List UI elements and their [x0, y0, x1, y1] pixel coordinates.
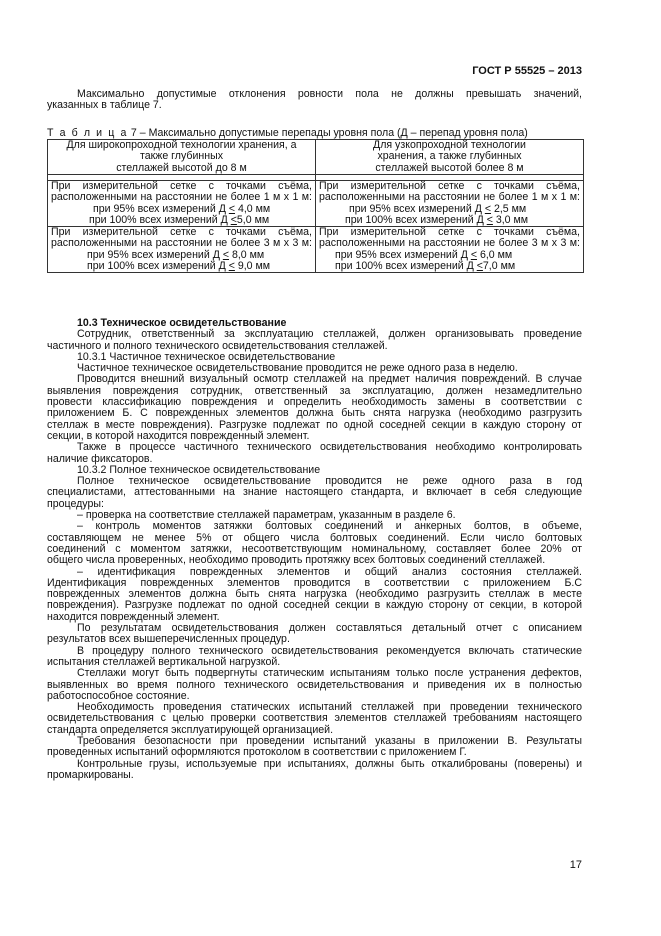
text-line: частичного и полного технического освидетельствования стеллажей.: [47, 339, 388, 352]
table-header-row: [48, 140, 584, 175]
text-line: – контроль моментов затяжки болтовых соединений и анкерных болтов, в объеме,: [77, 520, 582, 533]
le-sign: <: [484, 202, 492, 215]
cell-line: [319, 215, 580, 226]
cell-value: 3,0 мм: [492, 213, 529, 226]
paragraph: [47, 759, 582, 782]
table-cell: [48, 181, 316, 227]
cell-line: расположенными на расстоянии не более 3 м х 3 м:: [319, 237, 580, 250]
cell-value: 6,0 мм: [477, 248, 513, 261]
cell-line: При измерительной сетке с точками съёма,: [319, 180, 580, 192]
paragraph: [47, 668, 582, 702]
text-line: секции, в которой находится поврежденный элемент.: [47, 429, 310, 442]
le-sign: <: [228, 260, 235, 273]
le-sign: <: [486, 213, 493, 226]
text-line: соединений с моментом затяжки, несоответствующим номинальному, составляет более 20% от: [47, 542, 582, 555]
table-cell: [316, 227, 584, 273]
intro-line: указанных в таблице 7.: [47, 99, 162, 112]
text-line: Контрольные грузы, используемые при испытаниях, должны быть откалиброваны (поверены) и: [77, 757, 582, 770]
text-line: процедуры:: [47, 497, 104, 510]
cell-line: При измерительной сетке с точками съёма,: [51, 226, 312, 239]
table-cell: [48, 227, 316, 273]
cell-line: расположенными на расстоянии не более 1 м х 1 м:: [51, 191, 312, 204]
table-cell: [316, 181, 584, 227]
cell-text: при 95% всех измерений Д: [335, 248, 471, 261]
cell-line: расположенными на расстоянии не более 3 м х 3 м:: [51, 237, 312, 250]
text-line: По результатам освидетельствования должен составляться детальный отчет с описанием: [77, 622, 582, 635]
text-line: специалистами, аттестованными на знание настоящего стандарта, и включает в себя следующие: [47, 486, 582, 499]
intro-paragraph: [47, 89, 582, 112]
text-line: Стеллажи могут быть подвергнуты статическим испытаниям только после устранения дефектов,: [77, 667, 582, 680]
le-sign: <: [476, 260, 483, 273]
text-line: результатов всех вышеперечисленных процедур.: [47, 633, 290, 646]
cell-value: 5,0 мм: [236, 213, 270, 226]
intro-line: Максимально допустимые отклонения ровности пола не должны превышать значений,: [77, 88, 582, 100]
table-row: [48, 227, 584, 273]
text-line: стандарта определяется эксплуатирующей организацией.: [47, 723, 334, 736]
cell-text: при 100% всех измерений Д: [335, 260, 477, 273]
text-line: Идентификация поврежденных элементов проводится в соответствии с приложением Б.С: [47, 576, 582, 589]
text-line: выявленных во время полного технического освидетельствования и приведения их в полностью: [47, 678, 582, 691]
cell-value: 8,0 мм: [229, 248, 265, 261]
text-line: В процедуру полного технического освидетельствования рекомендуется включать статические: [77, 644, 582, 657]
text-line: Необходимость проведения статических испытаний стеллажей при проведении технического: [77, 701, 582, 714]
header-line: также глубинных: [139, 150, 223, 163]
text-line: Проводится внешний визуальный осмотр стеллажей на предмет наличия повреждений. В случае: [77, 373, 582, 386]
table-caption: [47, 128, 587, 139]
cell-line: [51, 215, 312, 226]
body-text: [47, 318, 582, 781]
paragraph: [47, 702, 582, 736]
header-line: хранения, а также глубинных: [377, 150, 522, 163]
le-sign: <: [230, 213, 237, 226]
header-line: Для узкопроходной технологии: [373, 139, 526, 151]
cell-value: 9,0 мм: [234, 260, 271, 273]
cell-line: При измерительной сетке с точками съёма,: [319, 226, 580, 239]
text-line: Требования безопасности при проведении испытаний указаны в приложении В. Результаты: [77, 734, 582, 747]
cell-value: 4,0 мм: [235, 202, 271, 215]
text-line: провести классификацию повреждения и определить необходимость замены в соответствии с: [47, 396, 582, 409]
text-line: находится поврежденный элемент.: [47, 610, 220, 623]
paragraph: [47, 476, 582, 510]
header-line: стеллажей высотой более 8 м: [375, 161, 524, 174]
cell-line: расположенными на расстоянии не более 1 м х 1 м:: [319, 191, 580, 204]
cell-line: При измерительной сетке с точками съёма,: [51, 180, 312, 192]
table-caption-prefix: Т а б л и ц а: [47, 127, 128, 139]
text-line: испытания стеллажей вертикальной нагрузкой.: [47, 655, 281, 668]
text-line: освидетельствования с целью проверки соответствия элементов стеллажей требованиям настоящего: [47, 712, 582, 725]
list-item: [47, 567, 582, 623]
column-header-narrow-aisle: [316, 140, 584, 175]
text-line: проведенных испытаний оформляются протоколом в соответствии с приложением Г.: [47, 746, 467, 759]
cell-value: 2,5 мм: [491, 202, 527, 215]
text-line: работоспособное состояние.: [47, 689, 190, 702]
le-sign: <: [470, 248, 478, 261]
paragraph: [47, 736, 582, 759]
text-line: поврежденных элементов должна быть снята нагрузка (необходимо разгрузить стеллаж в месте: [47, 588, 582, 601]
cell-text: при 95% всех измерений Д: [349, 202, 485, 215]
list-item: [47, 521, 582, 566]
le-sign: <: [228, 202, 236, 215]
paragraph: [47, 329, 582, 352]
header-line: Для широкопроходной технологии хранения, а: [66, 139, 297, 151]
subsection-heading-10-3-1: 10.3.1 Частичное техническое освидетельствование: [77, 350, 336, 363]
paragraph: [47, 646, 582, 669]
text-line: повреждения). Разгрузке подлежат по одной соседней секции в каждую сторону от секции, в которой: [47, 599, 582, 612]
column-header-wide-aisle: [48, 140, 316, 175]
text-line: Полное техническое освидетельствование проводится не реже одного раза в год: [77, 475, 582, 488]
cell-line: [319, 261, 580, 272]
paragraph: [47, 623, 582, 646]
text-line: Также в процессе частичного технического освидетельствования необходимо контролировать: [77, 441, 582, 454]
text-line: – идентификация поврежденных элементов и общий анализ состояния стеллажей.: [77, 565, 582, 578]
cell-line: [51, 261, 312, 272]
text-line: наличие фиксаторов.: [47, 452, 153, 465]
section-heading-10-3: 10.3 Техническое освидетельствование: [77, 317, 287, 329]
subsection-heading-10-3-2: 10.3.2 Полное техническое освидетельствование: [77, 463, 321, 476]
text-line: Сотрудник, ответственный за эксплуатацию стеллажей, должен организовывать проведение: [77, 328, 582, 341]
paragraph: [47, 374, 582, 442]
cell-text: при 100% всех измерений Д: [345, 213, 487, 226]
standard-code: ГОСТ Р 55525 – 2013: [472, 65, 582, 77]
header-line: стеллажей высотой до 8 м: [116, 161, 247, 174]
list-item: – проверка на соответствие стеллажей параметрам, указанным в разделе 6.: [77, 509, 456, 522]
text-line: общего числа проверенных, необходимо проводить протяжку всех болтовых соединений стеллажей.: [47, 554, 546, 567]
cell-text: при 100% всех измерений Д: [89, 213, 231, 226]
cell-value: 7,0 мм: [482, 260, 516, 273]
text-line: приложением Б. С поврежденных элементов должна быть снята нагрузка (необходимо разгрузить: [47, 407, 582, 420]
floor-tolerance-table: [47, 139, 584, 273]
cell-text: при 95% всех измерений Д: [87, 248, 223, 261]
paragraph: Частичное техническое освидетельствование проводится не реже одного раза в неделю.: [77, 362, 518, 375]
text-line: выявления повреждения сотрудник, ответственный за эксплуатацию, должен незамедлительно: [47, 384, 582, 397]
le-sign: <: [222, 248, 230, 261]
paragraph: [47, 442, 582, 465]
cell-text: при 100% всех измерений Д: [87, 260, 229, 273]
page-number: 17: [569, 859, 582, 871]
text-line: составляющем не менее 5% от общего числа болтовых соединений. Если число болтовых: [47, 531, 582, 544]
text-line: стеллаж в месте повреждения). Разгрузке подлежат по одной соседней секции в каждую сторону от: [47, 418, 582, 431]
cell-text: при 95% всех измерений Д: [93, 202, 229, 215]
table-caption-text: 7 – Максимально допустимые перепады уровня пола (Д – перепад уровня пола): [127, 127, 528, 139]
text-line: промаркированы.: [47, 768, 134, 781]
table-row: [48, 181, 584, 227]
